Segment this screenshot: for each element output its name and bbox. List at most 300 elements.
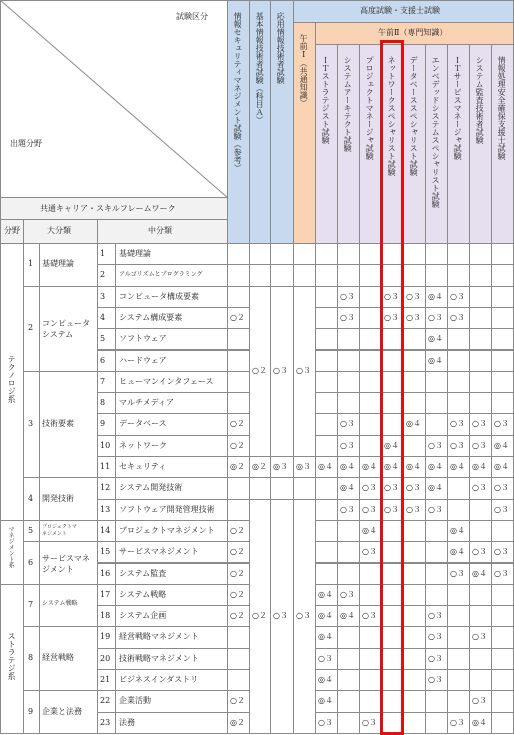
score-cell bbox=[293, 477, 316, 499]
dai-num-8: 8 bbox=[28, 653, 34, 663]
score-cell bbox=[359, 307, 382, 329]
score-cell bbox=[403, 563, 426, 585]
score-value: ○３ bbox=[428, 653, 443, 663]
dai-num-3: 3 bbox=[28, 419, 34, 429]
score-cell bbox=[270, 243, 294, 265]
exam-name-1: 情報セキュリティマネジメント試験（参考） bbox=[233, 12, 243, 172]
merged-score-value: ○２ bbox=[252, 610, 267, 620]
score-value: ○３ bbox=[384, 291, 399, 301]
score-cell bbox=[403, 264, 426, 286]
merged-score-value: ○３ bbox=[296, 365, 311, 375]
score-value: ○３ bbox=[494, 547, 509, 557]
score-value: ○３ bbox=[450, 568, 465, 578]
score-cell bbox=[491, 605, 514, 627]
dai-num-1: 1 bbox=[28, 259, 34, 269]
dai-name-9: 企業と法務 bbox=[42, 706, 82, 716]
score-cell bbox=[359, 648, 382, 670]
score-value: ◎４ bbox=[318, 632, 333, 642]
score-value: ○３ bbox=[340, 589, 355, 599]
exam-name-5: ＩＴストラテジスト試験 bbox=[321, 56, 331, 144]
score-cell bbox=[359, 286, 382, 308]
row-num: 7 bbox=[100, 376, 106, 386]
score-value: ○３ bbox=[384, 504, 399, 514]
score-cell bbox=[227, 264, 250, 286]
score-cell bbox=[359, 626, 382, 648]
score-value: ◎４ bbox=[340, 483, 355, 493]
row-num: 11 bbox=[100, 462, 111, 471]
score-cell bbox=[337, 690, 360, 712]
score-cell bbox=[447, 243, 470, 265]
row-num: 19 bbox=[100, 632, 111, 642]
diagonal-line bbox=[0, 0, 228, 198]
row-name: 基礎理論 bbox=[119, 249, 151, 258]
score-cell bbox=[381, 669, 404, 691]
score-value: ◎２ bbox=[252, 462, 267, 471]
score-value: ◎４ bbox=[494, 440, 509, 450]
row-num: 2 bbox=[100, 270, 106, 280]
row-name: ヒューマンインタフェース bbox=[119, 376, 214, 386]
score-cell bbox=[293, 264, 316, 286]
dai-num-7: 7 bbox=[28, 600, 34, 610]
score-value: ◎４ bbox=[318, 611, 333, 621]
score-cell bbox=[491, 520, 514, 542]
row-name: サービスマネジメント bbox=[119, 547, 199, 557]
score-cell bbox=[315, 413, 338, 435]
score-cell bbox=[425, 520, 448, 542]
score-cell bbox=[315, 563, 338, 585]
score-cell bbox=[315, 350, 338, 372]
score-value: ○３ bbox=[428, 675, 443, 684]
bunya-label-2: マネジメント系 bbox=[7, 525, 15, 568]
score-cell bbox=[425, 584, 448, 606]
score-value: ◎４ bbox=[384, 440, 399, 450]
score-cell bbox=[227, 669, 250, 691]
score-cell bbox=[381, 605, 404, 627]
row-name: システム監査 bbox=[119, 568, 167, 578]
score-cell bbox=[469, 286, 492, 308]
score-cell bbox=[381, 328, 404, 350]
score-value: ○３ bbox=[340, 291, 355, 301]
row-name: プロジェクトマネジメント bbox=[119, 525, 215, 535]
score-value: ○３ bbox=[472, 547, 487, 557]
score-cell bbox=[403, 520, 426, 542]
score-cell bbox=[359, 584, 382, 606]
score-value: ○３ bbox=[472, 632, 487, 642]
score-value: ◎４ bbox=[472, 568, 487, 578]
score-cell bbox=[293, 243, 316, 265]
score-cell bbox=[381, 584, 404, 606]
score-cell bbox=[469, 605, 492, 627]
score-cell bbox=[381, 626, 404, 648]
dai-name-3: 技術要素 bbox=[42, 419, 74, 429]
score-value: ○３ bbox=[362, 547, 377, 557]
row-name: 技術戦略マネジメント bbox=[119, 653, 199, 663]
row-num: 16 bbox=[100, 568, 111, 578]
score-cell bbox=[337, 243, 360, 265]
score-cell bbox=[249, 264, 271, 286]
score-cell bbox=[491, 350, 514, 372]
score-value: ◎４ bbox=[406, 419, 421, 429]
score-cell bbox=[315, 243, 338, 265]
score-cell bbox=[447, 371, 470, 393]
gogo2-group-label: 午前Ⅱ（専門知識） bbox=[378, 28, 448, 37]
score-cell bbox=[359, 243, 382, 265]
score-cell bbox=[491, 286, 514, 308]
score-value: ○３ bbox=[362, 717, 377, 727]
score-cell bbox=[359, 563, 382, 585]
score-cell bbox=[425, 563, 448, 585]
score-cell bbox=[469, 307, 492, 329]
score-cell bbox=[337, 626, 360, 648]
row-name: システム企画 bbox=[119, 611, 167, 621]
row-name: アルゴリズムとプログラミング bbox=[119, 271, 203, 279]
score-cell bbox=[425, 243, 448, 265]
score-value: ◎４ bbox=[450, 525, 465, 535]
bunya-label-1: テクノロジ系 bbox=[7, 355, 17, 404]
score-cell bbox=[227, 392, 250, 414]
score-cell bbox=[447, 690, 470, 712]
row-num: 12 bbox=[100, 483, 111, 493]
score-cell bbox=[469, 392, 492, 414]
score-value: ◎４ bbox=[318, 696, 333, 706]
score-cell bbox=[491, 243, 514, 265]
score-cell bbox=[227, 371, 250, 393]
score-cell bbox=[337, 520, 360, 542]
score-value: ○２ bbox=[230, 696, 245, 706]
dai-name-1: 基礎理論 bbox=[42, 259, 74, 269]
score-value: ◎４ bbox=[428, 334, 443, 344]
score-value: ◎４ bbox=[428, 355, 443, 365]
score-cell bbox=[337, 328, 360, 350]
merged-score-value: ○３ bbox=[273, 365, 288, 375]
score-cell bbox=[403, 243, 426, 265]
score-cell bbox=[491, 392, 514, 414]
score-cell bbox=[315, 286, 338, 308]
score-cell bbox=[381, 392, 404, 414]
dai-name-2: コンピュータシステム bbox=[42, 319, 90, 340]
score-cell bbox=[381, 350, 404, 372]
field-label: 出題分野 bbox=[10, 139, 42, 148]
score-value: ○３ bbox=[340, 312, 355, 322]
score-value: ◎４ bbox=[494, 462, 509, 471]
score-cell bbox=[447, 605, 470, 627]
row-num: 17 bbox=[100, 589, 111, 599]
score-cell bbox=[227, 648, 250, 670]
score-value: ○３ bbox=[494, 504, 509, 514]
exam-name-7: プロジェクトマネージャ試験 bbox=[365, 56, 375, 160]
score-cell bbox=[227, 328, 250, 350]
score-value: ○３ bbox=[362, 483, 377, 493]
score-cell bbox=[469, 264, 492, 286]
score-value: ○２ bbox=[230, 525, 245, 535]
score-value: ○２ bbox=[230, 568, 245, 578]
score-value: ◎４ bbox=[450, 462, 465, 471]
score-value: ○３ bbox=[406, 312, 421, 322]
score-value: ○３ bbox=[450, 419, 465, 429]
score-cell bbox=[359, 435, 382, 457]
row-name: 経営戦略マネジメント bbox=[119, 632, 199, 642]
score-value: ◎４ bbox=[472, 717, 487, 727]
score-cell bbox=[315, 477, 338, 499]
dai-name-7: システム戦略 bbox=[42, 600, 78, 608]
col-dai-label: 大分類 bbox=[47, 226, 71, 235]
score-value: ◎４ bbox=[340, 611, 355, 621]
score-value: ○３ bbox=[362, 504, 377, 514]
row-name: システム構成要素 bbox=[119, 312, 183, 322]
score-cell bbox=[447, 669, 470, 691]
row-name: 法務 bbox=[119, 717, 135, 727]
exam-name-9: データベーススペシャリスト試験 bbox=[409, 56, 419, 176]
score-cell bbox=[359, 392, 382, 414]
row-num: 14 bbox=[100, 525, 111, 535]
score-cell bbox=[491, 584, 514, 606]
dai-num-6: 6 bbox=[28, 557, 34, 567]
score-cell bbox=[359, 690, 382, 712]
score-cell bbox=[381, 648, 404, 670]
score-cell bbox=[469, 648, 492, 670]
score-value: ◎４ bbox=[340, 462, 355, 471]
score-value: ○３ bbox=[494, 419, 509, 429]
score-value: ○３ bbox=[494, 568, 509, 578]
score-value: ○３ bbox=[472, 440, 487, 450]
score-cell bbox=[403, 669, 426, 691]
score-cell bbox=[469, 520, 492, 542]
exam-name-2: 基本情報技術者試験（科目Ａ） bbox=[255, 12, 265, 124]
score-value: ○３ bbox=[450, 717, 465, 727]
score-cell bbox=[315, 371, 338, 393]
score-cell bbox=[381, 264, 404, 286]
score-value: ○３ bbox=[450, 291, 465, 301]
score-cell bbox=[469, 499, 492, 521]
score-cell bbox=[315, 328, 338, 350]
score-cell bbox=[315, 520, 338, 542]
dai-name-5: プロジェクトマネジメント bbox=[42, 523, 77, 537]
score-cell bbox=[403, 392, 426, 414]
dai-num-4: 4 bbox=[28, 493, 34, 503]
score-cell bbox=[469, 243, 492, 265]
score-value: ◎４ bbox=[318, 462, 333, 471]
row-name: ソフトウェア開発管理技術 bbox=[119, 504, 215, 514]
score-value: ○３ bbox=[340, 504, 355, 514]
exam-name-3: 応用情報技術者試験 bbox=[276, 12, 286, 84]
score-value: ◎４ bbox=[362, 525, 377, 535]
score-cell bbox=[337, 371, 360, 393]
score-cell bbox=[359, 264, 382, 286]
score-cell bbox=[381, 690, 404, 712]
score-cell bbox=[425, 541, 448, 563]
merged-score-value: ○２ bbox=[252, 365, 267, 375]
row-name: ソフトウェア bbox=[119, 334, 167, 344]
row-name: ネットワーク bbox=[119, 440, 167, 450]
score-value: ◎４ bbox=[472, 462, 487, 471]
row-num: 9 bbox=[100, 419, 106, 429]
score-cell bbox=[403, 541, 426, 563]
score-value: ○２ bbox=[230, 419, 245, 429]
score-cell bbox=[403, 690, 426, 712]
score-value: ○３ bbox=[472, 696, 487, 706]
score-cell bbox=[469, 371, 492, 393]
merged-score-value: ○３ bbox=[273, 610, 288, 620]
exam-category-label: 試験区分 bbox=[176, 12, 208, 21]
score-value: ◎２ bbox=[230, 717, 245, 727]
row-num: 22 bbox=[100, 696, 111, 706]
score-cell bbox=[227, 499, 250, 521]
score-value: ○２ bbox=[230, 312, 245, 322]
exam-name-12: システム監査技術者試験 bbox=[475, 56, 485, 144]
score-cell bbox=[249, 243, 271, 265]
score-value: ○２ bbox=[230, 589, 245, 599]
score-cell bbox=[403, 371, 426, 393]
exam-name-13: 情報処理安全確保支援士試験 bbox=[497, 56, 507, 160]
score-cell bbox=[425, 690, 448, 712]
score-value: ◎２ bbox=[230, 462, 245, 471]
row-name: セキュリティ bbox=[119, 462, 167, 471]
row-num: 6 bbox=[100, 355, 106, 365]
score-value: ○３ bbox=[362, 611, 377, 621]
merged-score-value: ○３ bbox=[296, 610, 311, 620]
row-num: 13 bbox=[100, 504, 111, 514]
score-cell bbox=[491, 626, 514, 648]
score-value: ○３ bbox=[406, 483, 421, 493]
row-name: 企業活動 bbox=[119, 696, 151, 706]
score-cell bbox=[381, 520, 404, 542]
dai-name-6: サービスマネジメント bbox=[42, 553, 90, 574]
row-name: システム戦略 bbox=[119, 589, 167, 599]
score-cell bbox=[425, 413, 448, 435]
score-cell bbox=[469, 669, 492, 691]
dai-num-5: 5 bbox=[28, 525, 34, 535]
col-bunya-label: 分野 bbox=[4, 226, 20, 235]
score-cell bbox=[447, 584, 470, 606]
score-value: ○２ bbox=[230, 440, 245, 450]
score-value: ○３ bbox=[428, 440, 443, 450]
row-num: 10 bbox=[100, 440, 111, 450]
score-cell bbox=[491, 648, 514, 670]
score-cell bbox=[315, 392, 338, 414]
bunya-label-3: ストラテジ系 bbox=[7, 632, 17, 681]
score-cell bbox=[337, 648, 360, 670]
score-cell bbox=[249, 477, 271, 499]
row-num: 3 bbox=[100, 291, 106, 301]
score-value: ◎４ bbox=[362, 462, 377, 471]
score-value: ◎４ bbox=[318, 675, 333, 684]
score-cell bbox=[359, 328, 382, 350]
exam-name-6: システムアーキテクト試験 bbox=[343, 56, 353, 152]
exam-name-8: ネットワークスペシャリスト試験 bbox=[387, 56, 397, 176]
score-cell bbox=[359, 371, 382, 393]
row-num: 15 bbox=[100, 547, 111, 557]
score-value: ○３ bbox=[318, 653, 333, 663]
row-num: 20 bbox=[100, 653, 111, 663]
row-name: データベース bbox=[119, 419, 167, 429]
score-value: ○３ bbox=[450, 312, 465, 322]
dai-name-4: 開発技術 bbox=[42, 493, 74, 503]
score-cell bbox=[337, 541, 360, 563]
score-cell bbox=[381, 563, 404, 585]
score-value: ◎４ bbox=[384, 462, 399, 471]
score-cell bbox=[359, 350, 382, 372]
score-cell bbox=[425, 371, 448, 393]
score-cell bbox=[403, 626, 426, 648]
score-value: ◎４ bbox=[318, 589, 333, 599]
score-cell bbox=[491, 669, 514, 691]
framework-label: 共通キャリア・スキルフレームワーク bbox=[40, 204, 176, 213]
score-value: ○３ bbox=[340, 440, 355, 450]
score-cell bbox=[425, 392, 448, 414]
score-cell bbox=[359, 669, 382, 691]
score-cell bbox=[227, 477, 250, 499]
score-value: ○３ bbox=[428, 611, 443, 621]
score-value: ○３ bbox=[428, 504, 443, 514]
score-value: ○３ bbox=[494, 483, 509, 493]
score-value: ○３ bbox=[406, 504, 421, 514]
row-num: 21 bbox=[100, 675, 111, 684]
score-value: ◎４ bbox=[406, 462, 421, 471]
row-name: システム開発技術 bbox=[119, 483, 183, 493]
score-cell bbox=[337, 350, 360, 372]
score-value: ○３ bbox=[428, 312, 443, 322]
score-value: ○３ bbox=[340, 419, 355, 429]
row-num: 18 bbox=[100, 611, 111, 621]
score-value: ◎４ bbox=[428, 462, 443, 471]
score-value: ○３ bbox=[384, 312, 399, 322]
score-value: ○３ bbox=[428, 632, 443, 642]
score-cell bbox=[447, 350, 470, 372]
row-num: 5 bbox=[100, 334, 106, 344]
score-cell bbox=[337, 264, 360, 286]
score-cell bbox=[381, 371, 404, 393]
dai-name-8: 経営戦略 bbox=[42, 653, 74, 663]
score-cell bbox=[403, 605, 426, 627]
score-cell bbox=[491, 328, 514, 350]
score-cell bbox=[381, 243, 404, 265]
score-cell bbox=[469, 328, 492, 350]
score-value: ○３ bbox=[472, 483, 487, 493]
score-cell bbox=[315, 264, 338, 286]
score-value: ◎４ bbox=[428, 291, 443, 301]
row-num: 1 bbox=[100, 249, 106, 258]
score-cell bbox=[381, 541, 404, 563]
score-cell bbox=[491, 690, 514, 712]
score-value: ◎４ bbox=[450, 547, 465, 557]
score-cell bbox=[447, 264, 470, 286]
score-cell bbox=[447, 648, 470, 670]
score-cell bbox=[403, 435, 426, 457]
score-cell bbox=[227, 350, 250, 372]
score-value: ○３ bbox=[406, 291, 421, 301]
score-cell bbox=[469, 584, 492, 606]
row-name: ハードウェア bbox=[119, 355, 167, 365]
row-name: マルチメディア bbox=[119, 398, 175, 408]
score-cell bbox=[337, 563, 360, 585]
score-cell bbox=[425, 264, 448, 286]
row-name: コンピュータ構成要素 bbox=[119, 291, 199, 301]
score-value: ○３ bbox=[472, 419, 487, 429]
row-name: ビジネスインダストリ bbox=[119, 675, 199, 684]
score-cell bbox=[491, 371, 514, 393]
score-cell bbox=[337, 669, 360, 691]
score-cell bbox=[447, 626, 470, 648]
dai-num-2: 2 bbox=[28, 323, 34, 333]
score-cell bbox=[403, 584, 426, 606]
score-cell bbox=[381, 413, 404, 435]
score-value: ○３ bbox=[318, 717, 333, 727]
score-cell bbox=[227, 286, 250, 308]
score-value: ◎３ bbox=[296, 462, 311, 471]
score-cell bbox=[315, 307, 338, 329]
score-cell bbox=[403, 648, 426, 670]
score-value: ○２ bbox=[230, 547, 245, 557]
